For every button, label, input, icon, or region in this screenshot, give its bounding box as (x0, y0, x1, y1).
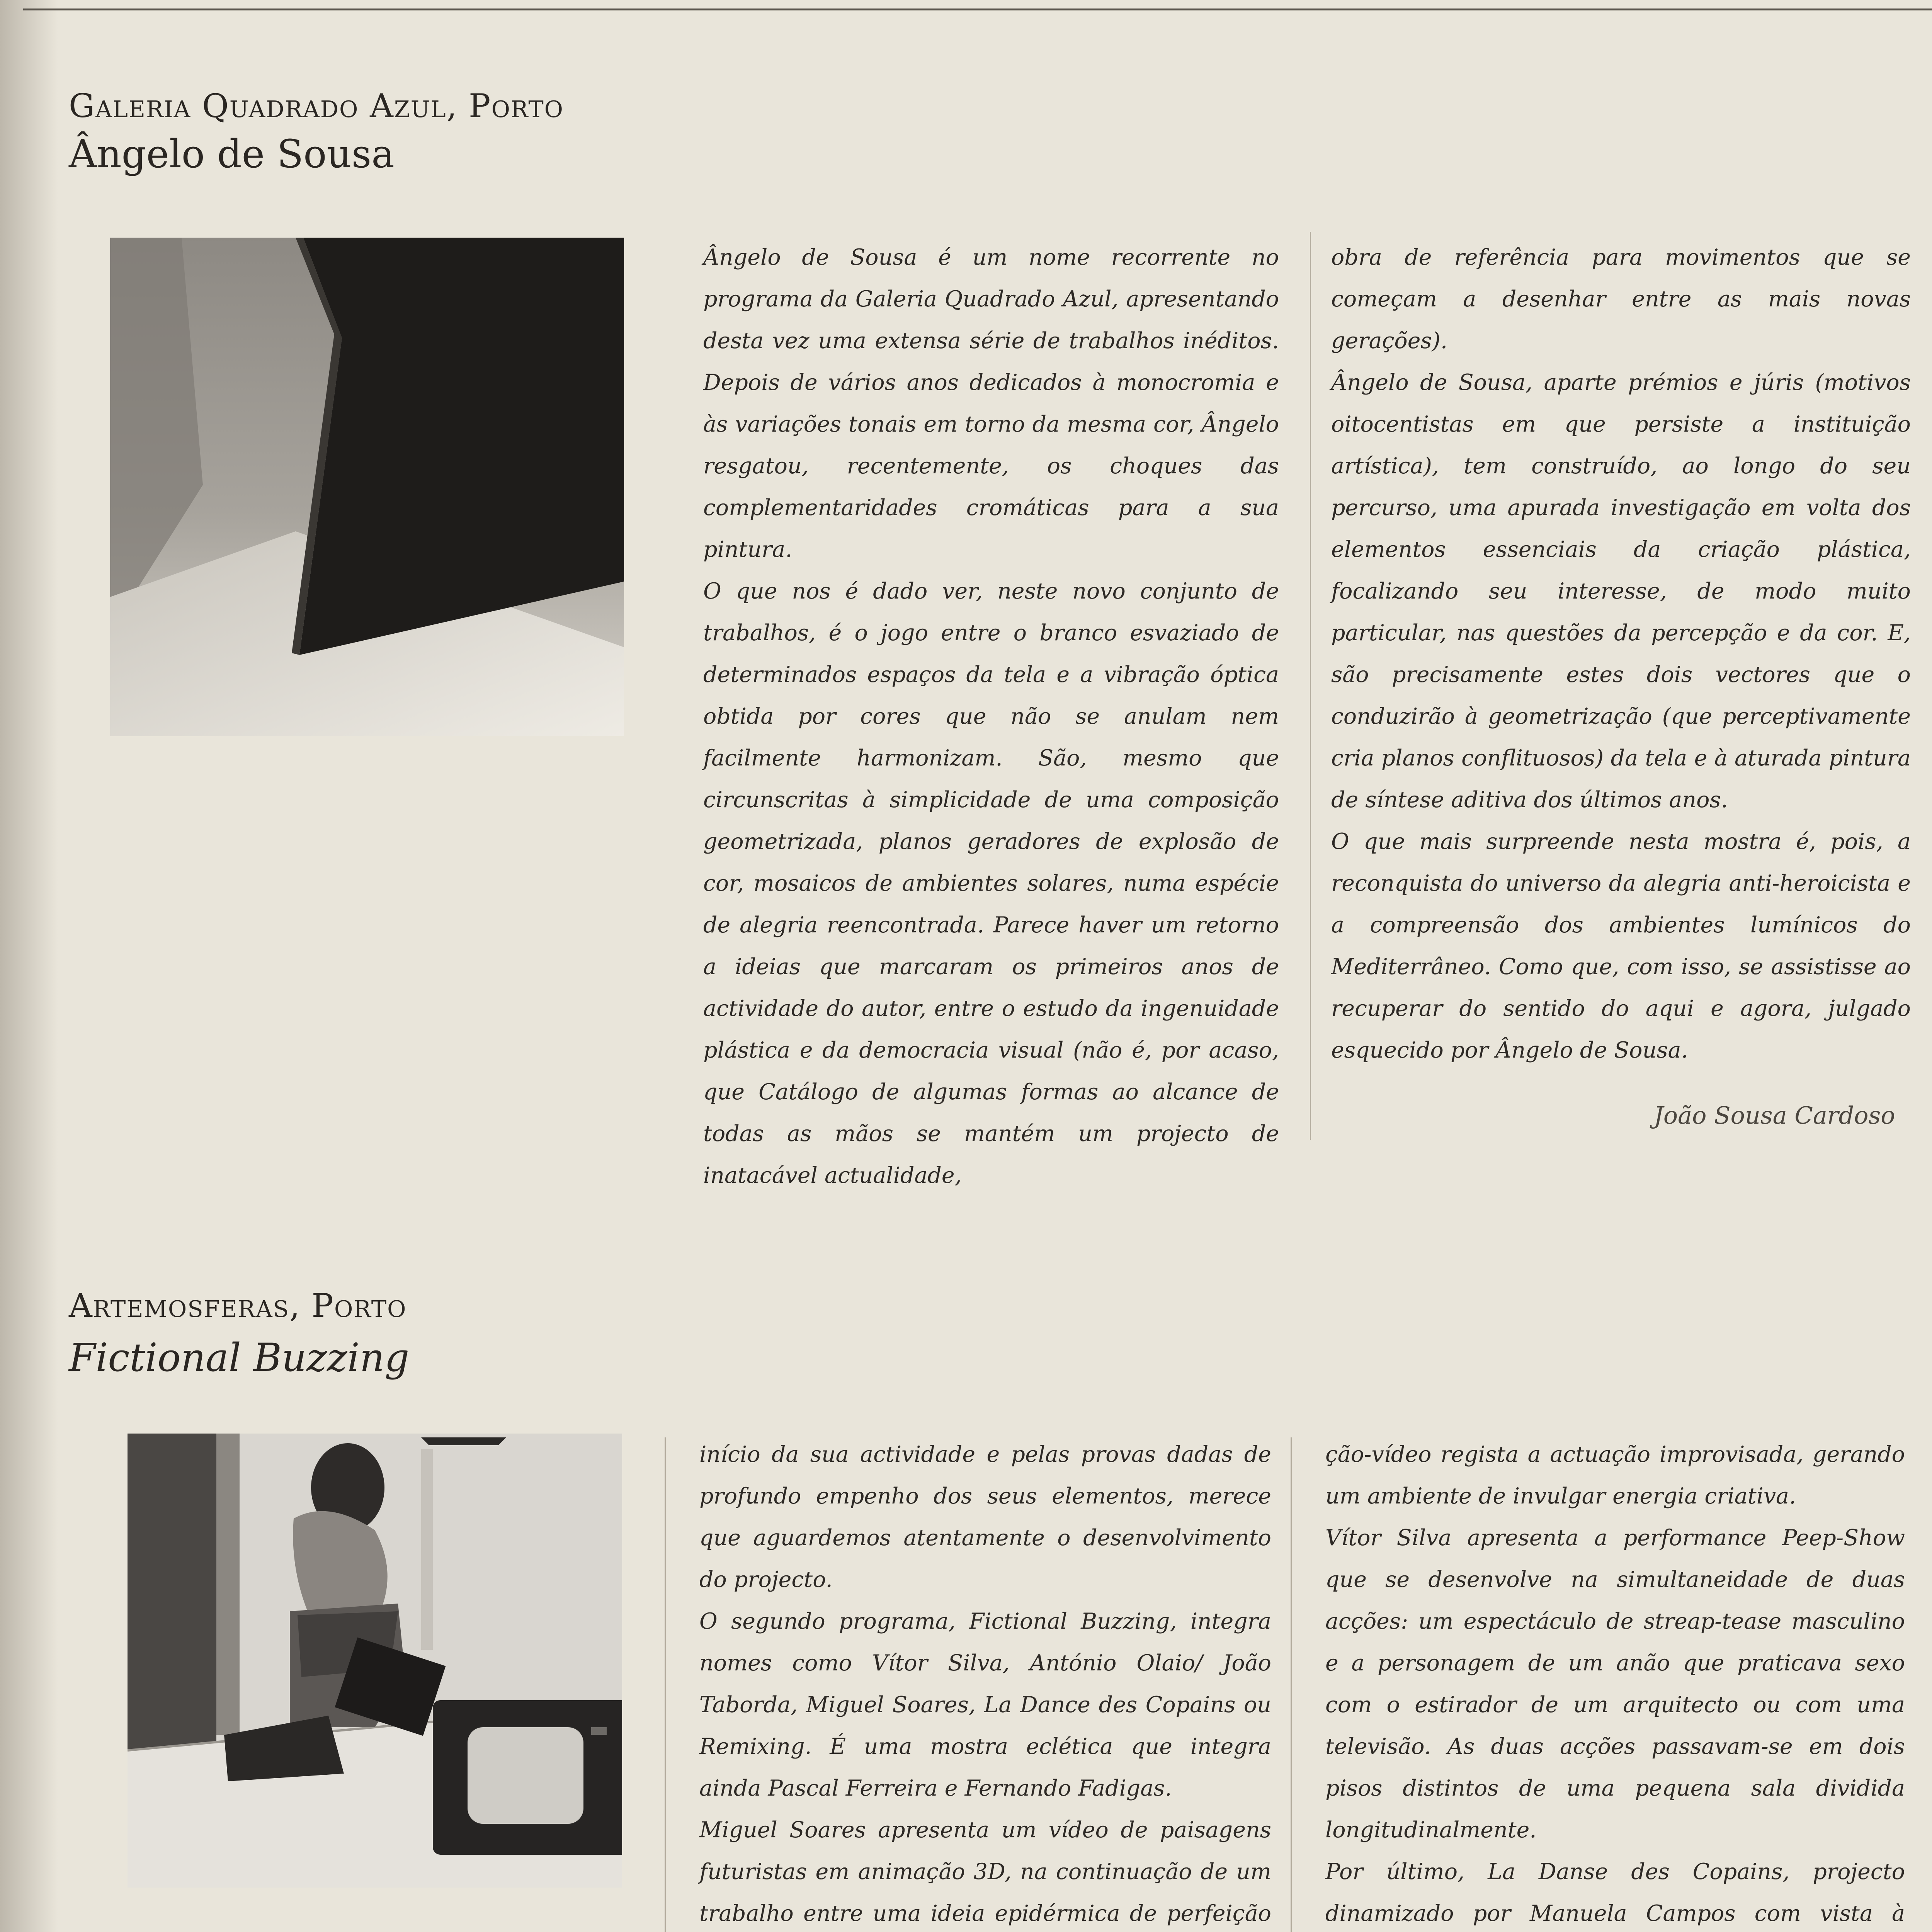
page-gutter-shadow (0, 0, 58, 1932)
article2-column-3 (1325, 1434, 1905, 1932)
article1-venue: Galeria Quadrado Azul, Porto (69, 87, 564, 125)
article2-col3-paragraph: Por último, La Danse des Copains, projecto dinamizado por Manuela Campos com vista à (1325, 1859, 1905, 1926)
column-divider (665, 1437, 666, 1932)
article1-col2-paragraph: Ângelo de Sousa, aparte prémios e júris (motivos oitocentistas em que persiste a instituição artística), tem construído, ao longo do seu percurso, uma apurada investigação em volta dos elementos essenciais da criação plástica, focalizando seu interesse, de modo muito particular, nas questões da percepção e da cor. E, são precisamente estes dois vectores que o conduzirão à geometrização (que perceptivamente cria planos conflituosos) da tela e à aturada pintura de síntese aditiva dos últimos anos. (1331, 370, 1911, 813)
article2-performance-image (128, 1434, 622, 1888)
column-divider (1291, 1437, 1292, 1932)
article1-col1-paragraph: O que nos é dado ver, neste novo conjunto de trabalhos, é o jogo entre o branco esvaziado de determinados espaços da tela e a vibração óptica obtida por cores que não se anulam nem facilmente harmonizam. São, mesmo que circunscritas à simplicidade de uma composição geometrizada, planos geradores de explosão de cor, mosaicos de ambientes solares, numa espécie de alegria reencontrada. Parece haver um retorno a ideias que marcaram os primeiros anos de actividade do autor, entre o estudo da ingenuidade plástica e da democracia visual (não é, por acaso, que Catálogo de algumas formas ao alcance de todas as mãos se mantém um projecto de inatacável actualidade, (703, 578, 1279, 1188)
column-divider (1310, 232, 1311, 1140)
article1-title: Ângelo de Sousa (69, 131, 395, 177)
article2-venue: Artemosferas, Porto (69, 1287, 407, 1325)
article1-col2-paragraph: O que mais surpreende nesta mostra é, pois, a reconquista do universo da alegria anti-heroicista e a compreensão dos ambientes lumínicos do Mediterrâneo. Como que, com isso, se assistisse ao recuperar do sentido do aqui e agora, julgado esquecido por Ângelo de Sousa. (1331, 829, 1911, 1063)
article1-column-1 (703, 236, 1279, 1196)
article1-author: João Sousa Cardoso (1654, 1101, 1895, 1129)
article2-title: Fictional Buzzing (69, 1335, 410, 1380)
article2-col2-paragraph: início da sua actividade e pelas provas dadas de profundo empenho dos seus elementos, merece que aguardemos atentamente o desenvolvimento do projecto. (699, 1442, 1271, 1592)
article2-col2-paragraph: Miguel Soares apresenta um vídeo de paisagens futuristas em animação 3D, na continuação de um trabalho entre uma ideia epidérmica de perfeição (699, 1817, 1271, 1926)
article1-col2-paragraph: obra de referência para movimentos que se começam a desenhar entre as mais novas gerações). (1331, 245, 1911, 354)
article1-column-2 (1331, 236, 1911, 1071)
article2-col2-paragraph: O segundo programa, Fictional Buzzing, integra nomes como Vítor Silva, António Olaio/ João Taborda, Miguel Soares, La Dance des Copains ou Remixing. É uma mostra eclética que integra ainda Pascal Ferreira e Fernando Fadigas. (699, 1609, 1271, 1801)
article2-col3-paragraph: Vítor Silva apresenta a performance Peep-Show que se desenvolve na simultaneidade de duas acções: um espectáculo de streap-tease masculino e a personagem de um anão que praticava sexo com o estirador de um arquitecto ou com uma televisão. As duas acções passavam-se em dois pisos distintos de uma pequena sala dividida longitudinalmente. (1325, 1525, 1905, 1843)
top-rule (23, 9, 1932, 10)
article1-painting-image (110, 238, 624, 736)
article1-col1-paragraph: Ângelo de Sousa é um nome recorrente no programa da Galeria Quadrado Azul, apresentando desta vez uma extensa série de trabalhos inéditos. Depois de vários anos dedicados à monocromia e às variações tonais em torno da mesma cor, Ângelo resgatou, recentemente, os choques das complementaridades cromáticas para a sua pintura. (703, 245, 1279, 562)
article2-column-2 (699, 1434, 1271, 1932)
article2-col3-paragraph: ção-vídeo regista a actuação improvisada, gerando um ambiente de invulgar energia criativa. (1325, 1442, 1905, 1509)
